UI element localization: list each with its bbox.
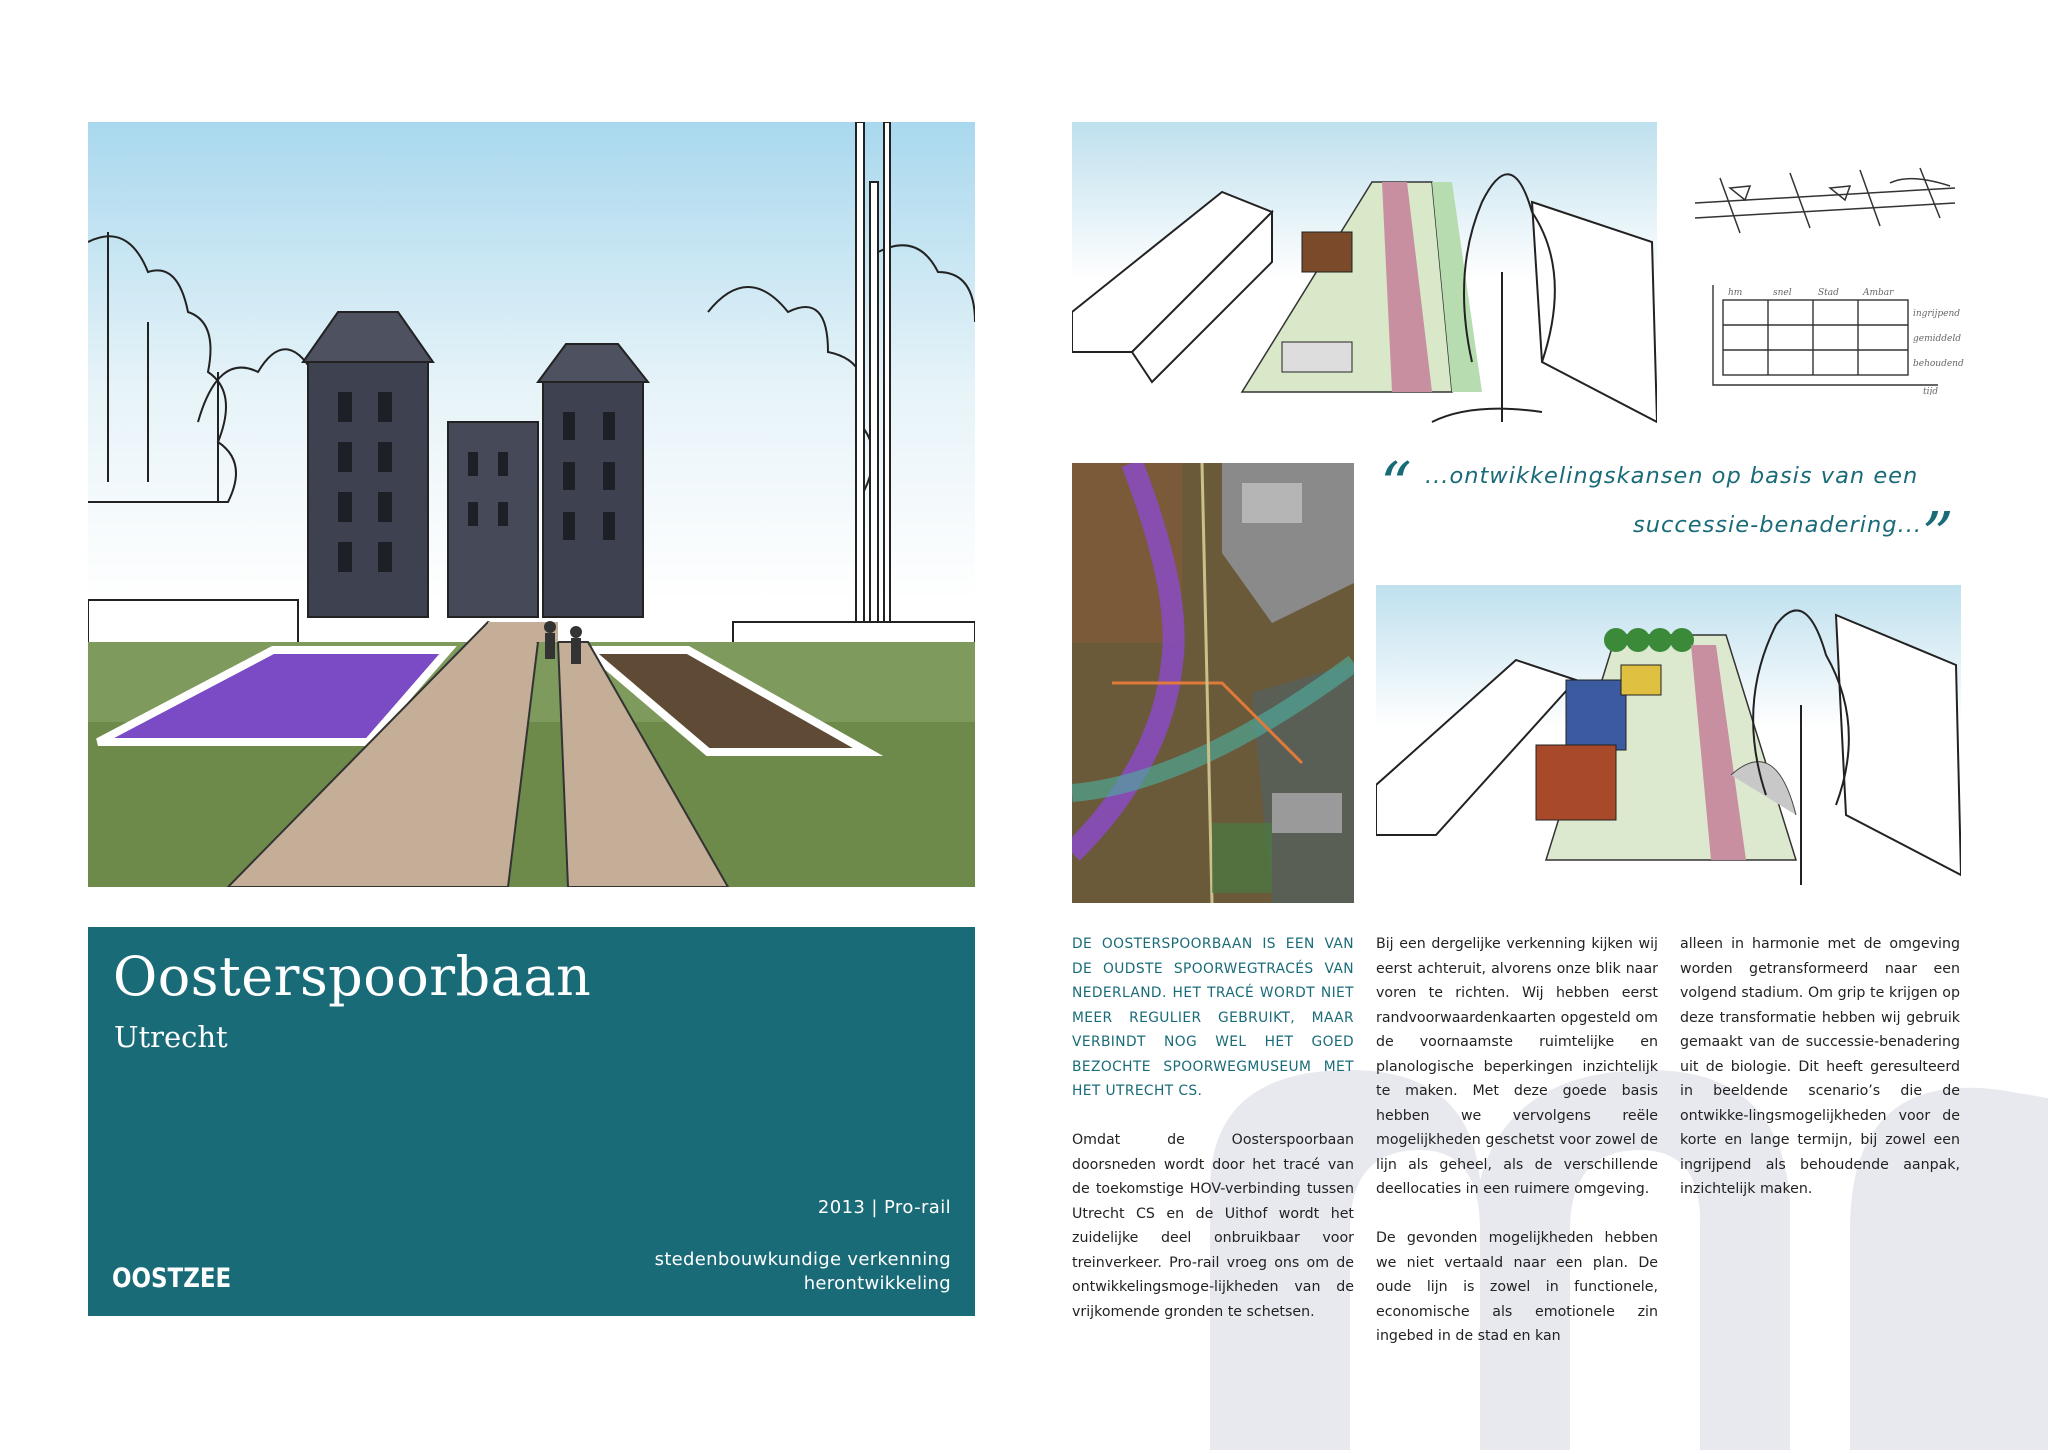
text-column-1 (1072, 932, 1354, 1349)
body-paragraph: alleen in harmonie met de omgeving worden getransformeerd naar een volgend stadium. Om grip te krijgen op deze transformatie hebben wij gebruik gemaakt van de successie-benadering uit de biologie. Dit heeft geresulteerd in beeldende scenario’s die de ontwikke-lingsmogelijkheden voor de korte en lange termijn, bij zowel een ingrijpend als behoudende aanpak, inzichtelijk maken. (1680, 936, 1960, 1197)
project-title: Oosterspoorbaan (113, 945, 592, 1008)
open-quote-mark: “ (1380, 448, 1412, 521)
matrix-row-label: ingrijpend (1913, 309, 1961, 319)
quote-line-1: ...ontwikkelingskansen op basis van een (1425, 463, 1919, 489)
quote-line-2: successie-benadering... (1633, 512, 1923, 538)
intro-lead: DE OOSTERSPOORBAAN IS EEN VAN DE OUDSTE SPOORWEGTRACÉS VAN NEDERLAND. HET TRACÉ WORDT NIET MEER REGULIER GEBRUIKT, MAAR VERBINDT NOG WEL HET GOED BEZOCHTE SPOORWEGMUSEUM MET HET UTRECHT CS. (1072, 936, 1354, 1099)
axonometric-sketch-top (1072, 122, 1657, 437)
brand-logo: OOSTZEE (112, 1263, 232, 1294)
body-paragraph: Bij een dergelijke verkenning kijken wij eerst achteruit, alvorens onze blik naar voren te richten. Wij hebben eerst randvoorwaardenkaarten opgesteld om de voornaamste ruimtelijke en planologische beperkingen inzichtelijk te maken. Met deze goede basis hebben we vervolgens reële mogelijkheden geschetst voor zowel de lijn als geheel, als de verschillende deellocaties in een ruimere omgeving. (1376, 936, 1658, 1197)
matrix-row-label: behoudend (1913, 359, 1964, 369)
project-location: Utrecht (114, 1020, 228, 1054)
hero-illustration (88, 122, 975, 887)
matrix-col-label: Stad (1818, 288, 1839, 298)
project-year-client: 2013 | Pro-rail (817, 1197, 951, 1218)
text-column-2 (1376, 932, 1658, 1373)
matrix-col-label: Ambar (1863, 288, 1894, 298)
axonometric-sketch-bottom (1376, 585, 1961, 903)
matrix-axis-label: tijd (1923, 387, 1939, 395)
aerial-photo-map (1072, 463, 1354, 903)
project-description (655, 1248, 951, 1296)
close-quote-mark: ” (1922, 498, 1954, 571)
matrix-row-label: gemiddeld (1913, 334, 1961, 344)
body-paragraph: Omdat de Oosterspoorbaan doorsneden wordt door het tracé van de toekomstige HOV-verbinding tussen Utrecht CS en de Uithof wordt het zuidelijke deel onbruikbaar voor treinverkeer. Pro-rail vroeg ons om de ontwikkelingsmoge-lijkheden van de vrijkomende gronden te schetsen. (1072, 1132, 1354, 1320)
body-paragraph: De gevonden mogelijkheden hebben we niet vertaald naar een plan. De oude lijn is zowel in functionele, economische als emotionele zin ingebed in de stad en kan (1376, 1230, 1658, 1344)
matrix-col-label: snel (1773, 288, 1792, 298)
scenario-matrix-sketch (1708, 280, 1973, 395)
project-description-line: herontwikkeling (803, 1273, 951, 1294)
matrix-col-label: hm (1728, 288, 1743, 298)
title-panel (88, 927, 975, 1316)
text-column-3 (1680, 932, 1960, 1226)
concept-sketch-line (1690, 158, 1965, 248)
project-description-line: stedenbouwkundige verkenning (654, 1249, 951, 1270)
